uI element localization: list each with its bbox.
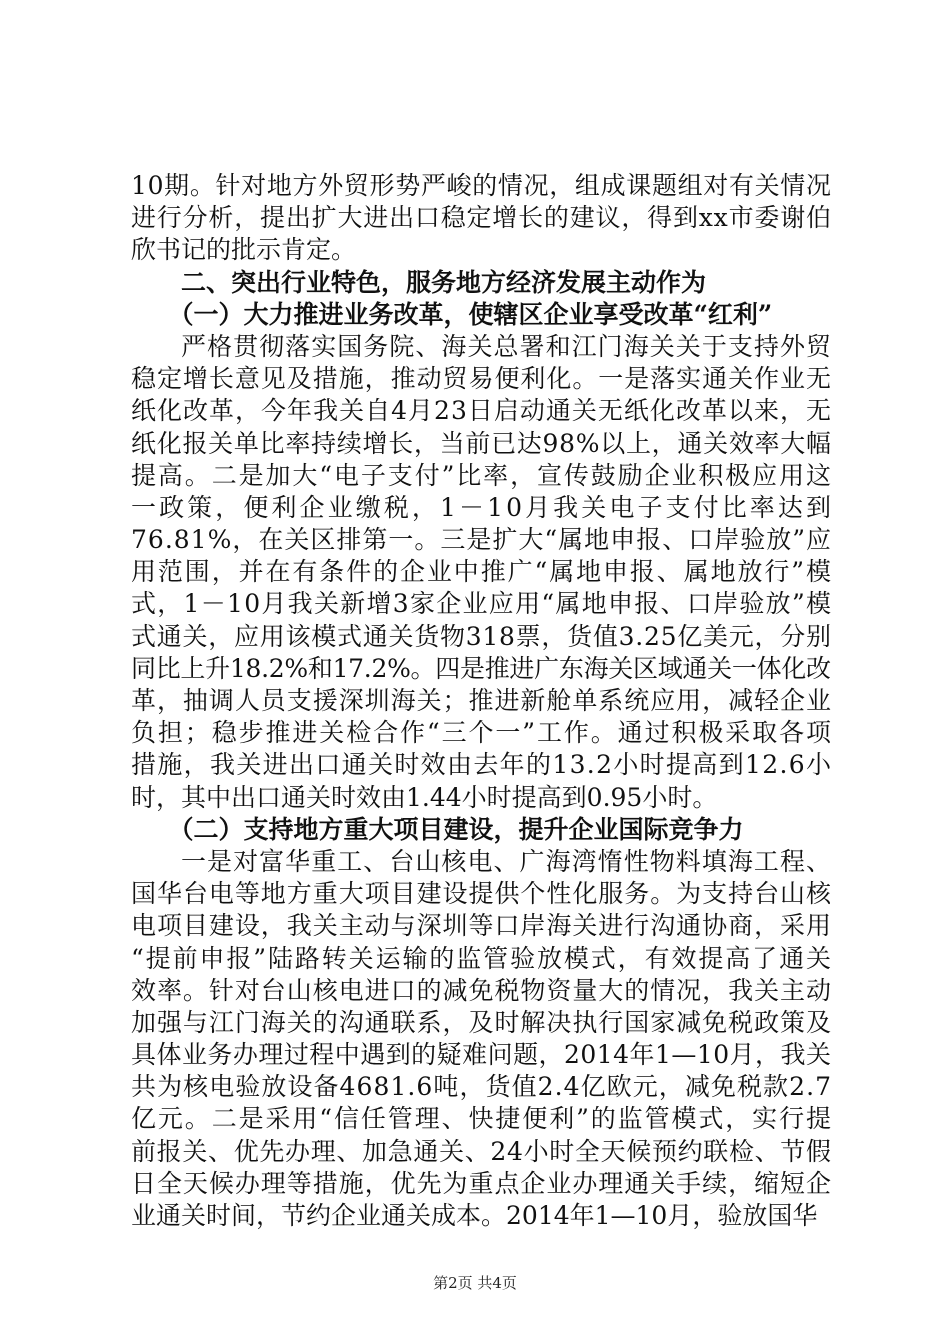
text-line: 76.81%，在关区排第一。三是扩大“属地申报、口岸验放”应 xyxy=(131,525,833,555)
text-line: 进行分析，提出扩大进出口稳定增长的建议，得到xx市委谢伯 xyxy=(131,203,832,233)
section-heading: （二）支持地方重大项目建设，提升企业国际竞争力 xyxy=(168,814,744,844)
section-heading: 二、突出行业特色，服务地方经济发展主动作为 xyxy=(181,267,707,297)
text-line: 式，1－10月我关新增3家企业应用“属地申报、口岸验放”模 xyxy=(131,589,833,619)
text-line: 稳定增长意见及措施，推动贸易便利化。一是落实通关作业无 xyxy=(131,364,832,394)
page-footer: 第2页 共4页 xyxy=(433,1274,517,1292)
text-line: 10期。针对地方外贸形势严峻的情况，组成课题组对有关情况 xyxy=(131,171,832,200)
text-line: 电项目建设，我关主动与深圳等口岸海关进行沟通协商，采用 xyxy=(131,911,832,941)
text-line: 负担；稳步推进关检合作“三个一”工作。通过积极采取各项 xyxy=(131,718,833,748)
text-line: 业通关时间，节约企业通关成本。2014年1—10月，验放国华 xyxy=(131,1201,818,1230)
text-line: 一是对富华重工、台山核电、广海湾惰性物料填海工程、 xyxy=(181,846,833,876)
text-line: 时，其中出口通关时效由1.44小时提高到0.95小时。 xyxy=(131,782,718,812)
text-line: 国华台电等地方重大项目建设提供个性化服务。为支持台山核 xyxy=(131,879,832,909)
text-line: 效率。针对台山核电进口的减免税物资量大的情况，我关主动 xyxy=(131,975,832,1005)
section-heading: （一）大力推进业务改革，使辖区企业享受改革“红利” xyxy=(168,299,773,329)
text-line: 式通关，应用该模式通关货物318票，货值3.25亿美元，分别 xyxy=(131,621,832,651)
text-line: 日全天候办理等措施，优先为重点企业办理通关手续，缩短企 xyxy=(131,1168,832,1198)
document-body xyxy=(131,170,835,1232)
text-line: 措施，我关进出口通关时效由去年的13.2小时提高到12.6小 xyxy=(131,750,833,780)
text-line: 革，抽调人员支援深圳海关；推进新舱单系统应用，减轻企业 xyxy=(131,686,832,715)
text-line: 纸化报关单比率持续增长，当前已达98%以上，通关效率大幅 xyxy=(131,428,832,458)
text-line: 用范围，并在有条件的企业中推广“属地申报、属地放行”模 xyxy=(131,557,833,587)
text-line: 共为核电验放设备4681.6吨，货值2.4亿欧元，减免税款2.7 xyxy=(131,1072,833,1102)
text-line: 一政策，便利企业缴税，1－10月我关电子支付比率达到 xyxy=(131,492,835,522)
text-line: 亿元。二是采用“信任管理、快捷便利”的监管模式，实行提 xyxy=(131,1104,833,1134)
text-line: 欣书记的批示肯定。 xyxy=(131,235,357,265)
text-line: 严格贯彻落实国务院、海关总署和江门海关关于支持外贸 xyxy=(181,331,833,361)
text-line: 具体业务办理过程中遇到的疑难问题，2014年1—10月，我关 xyxy=(131,1040,832,1070)
text-line: 纸化改革，今年我关自4月23日启动通关无纸化改革以来，无 xyxy=(131,396,832,426)
text-line: 前报关、优先办理、加急通关、24小时全天候预约联检、节假 xyxy=(131,1136,832,1166)
text-line: 加强与江门海关的沟通联系，及时解决执行国家减免税政策及 xyxy=(131,1007,832,1037)
text-line: 同比上升18.2%和17.2%。四是推进广东海关区域通关一体化改 xyxy=(131,653,831,683)
text-line: “提前申报”陆路转关运输的监管验放模式，有效提高了通关 xyxy=(131,943,833,973)
text-line: 提高。二是加大“电子支付”比率，宣传鼓励企业积极应用这 xyxy=(131,460,833,490)
